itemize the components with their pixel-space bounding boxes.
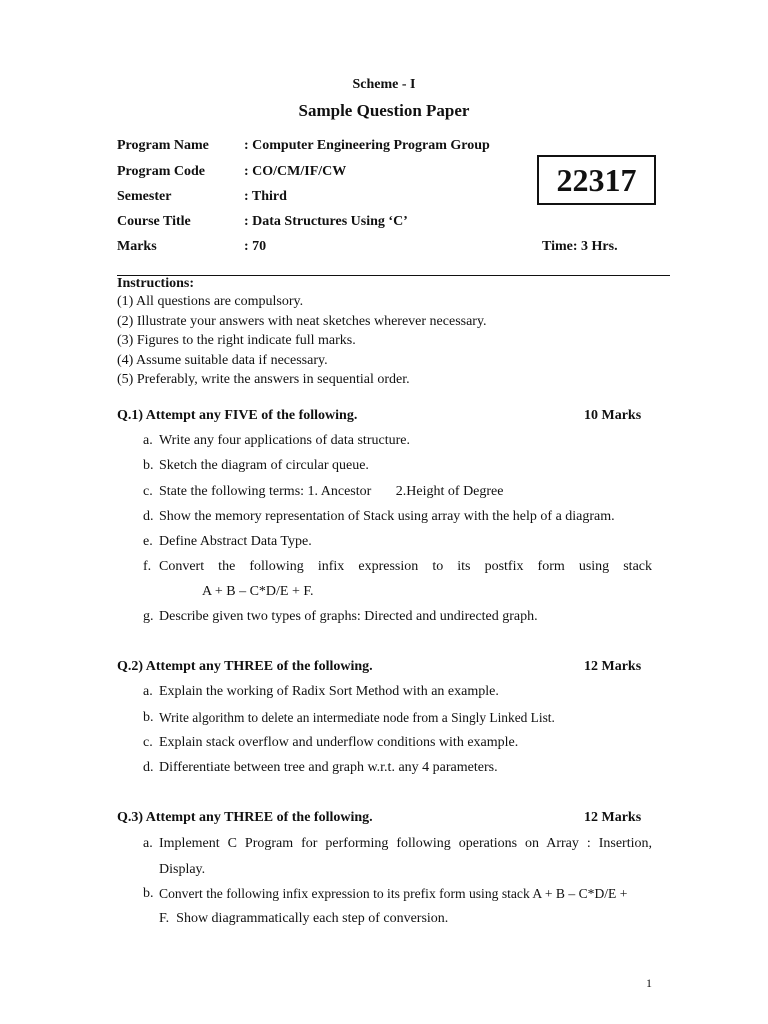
info-label: Program Name [117, 138, 209, 153]
item-text: Show the memory representation of Stack using array with the help of a diagram. [159, 509, 615, 524]
item-letter: a. [143, 433, 153, 448]
question-1-heading: Q.1) Attempt any FIVE of the following. [117, 408, 358, 423]
item-text: Implement C Program for performing following operations on Array : Insertion, [159, 836, 652, 851]
course-code-box: 22317 [537, 155, 656, 205]
divider-line [117, 275, 670, 276]
item-continuation: Display. [159, 862, 206, 877]
instruction-item: (3) Figures to the right indicate full marks. [117, 333, 356, 348]
item-text: Describe given two types of graphs: Directed and undirected graph. [159, 609, 538, 624]
item-letter: f. [143, 559, 152, 574]
item-letter: b. [143, 886, 154, 901]
info-label: Course Title [117, 214, 191, 229]
item-continuation: A + B – C*D/E + F. [202, 584, 314, 599]
item-letter: a. [143, 684, 153, 699]
instruction-item: (4) Assume suitable data if necessary. [117, 353, 328, 368]
page-title: Sample Question Paper [298, 101, 470, 120]
scheme-label: Scheme - I [352, 77, 416, 92]
item-text: Convert the following infix expression to its prefix form using stack A + B – C*D/E + [159, 886, 628, 901]
info-label: Semester [117, 189, 172, 204]
item-text: State the following terms: 1. Ancestor 2.Height of Degree [159, 484, 504, 499]
item-text: Explain stack overflow and underflow conditions with example. [159, 735, 519, 750]
item-letter: d. [143, 760, 154, 775]
question-2-marks: 12 Marks [584, 659, 642, 674]
question-1-marks: 10 Marks [584, 408, 642, 423]
item-letter: e. [143, 534, 153, 549]
item-text: Define Abstract Data Type. [159, 534, 312, 549]
item-letter: a. [143, 836, 153, 851]
instruction-item: (2) Illustrate your answers with neat sketches wherever necessary. [117, 314, 487, 329]
info-value: : Computer Engineering Program Group [244, 138, 490, 153]
item-letter: b. [143, 458, 154, 473]
info-value: : CO/CM/IF/CW [244, 164, 347, 179]
info-label: Program Code [117, 164, 205, 179]
instruction-item: (5) Preferably, write the answers in sequential order. [117, 372, 410, 387]
item-text: Write algorithm to delete an intermediate node from a Singly Linked List. [159, 710, 555, 725]
exam-duration: Time: 3 Hrs. [542, 239, 618, 254]
item-letter: b. [143, 710, 154, 725]
item-letter: c. [143, 484, 153, 499]
item-text: Differentiate between tree and graph w.r.t. any 4 parameters. [159, 760, 498, 775]
page-number: 1 [646, 976, 652, 990]
item-text: Write any four applications of data structure. [159, 433, 410, 448]
item-letter: c. [143, 735, 153, 750]
question-3-marks: 12 Marks [584, 810, 642, 825]
instructions-heading: Instructions: [117, 276, 195, 291]
item-continuation: F. Show diagrammatically each step of conversion. [159, 911, 449, 926]
info-value: : 70 [244, 239, 267, 254]
item-text: Explain the working of Radix Sort Method with an example. [159, 684, 499, 699]
info-label: Marks [117, 239, 157, 254]
question-2-heading: Q.2) Attempt any THREE of the following. [117, 659, 373, 674]
item-text: Convert the following infix expression to its postfix form using stack [159, 559, 652, 574]
info-value: : Third [244, 189, 287, 204]
question-3-heading: Q.3) Attempt any THREE of the following. [117, 810, 373, 825]
item-letter: g. [143, 609, 154, 624]
info-value: : Data Structures Using ‘C’ [244, 214, 408, 229]
item-letter: d. [143, 509, 154, 524]
item-text: Sketch the diagram of circular queue. [159, 458, 369, 473]
instruction-item: (1) All questions are compulsory. [117, 294, 304, 309]
